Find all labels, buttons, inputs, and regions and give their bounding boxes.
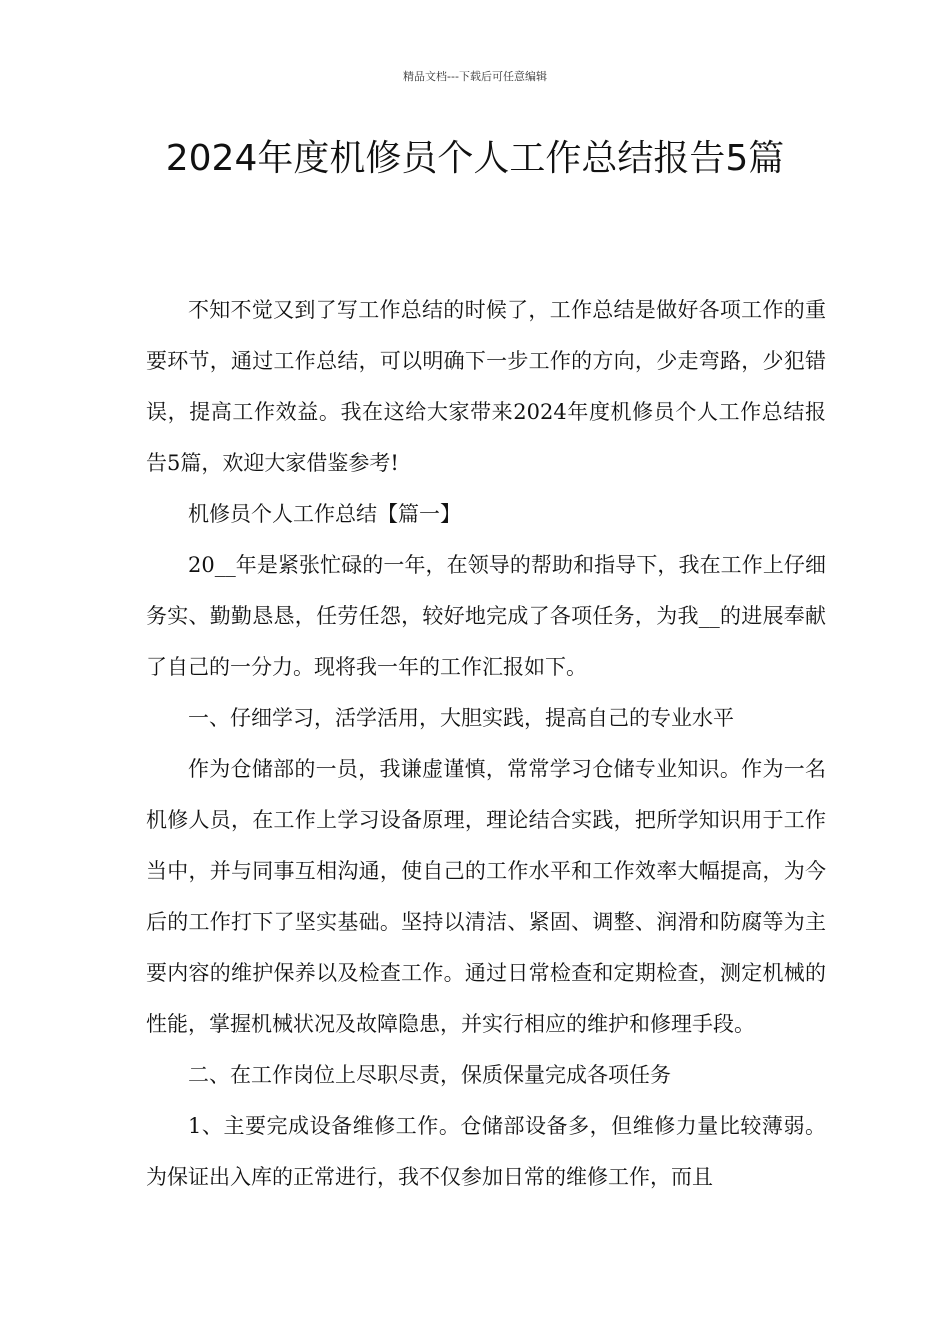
section-heading: 机修员个人工作总结【篇一】 — [188, 502, 461, 526]
subsection-heading: 二、在工作岗位上尽职尽责，保质保量完成各项任务 — [188, 1063, 671, 1087]
body-paragraph: 作为仓储部的一员，我谦虚谨慎，常常学习仓储专业知识。作为一名机修人员，在工作上学习设备原理，理论结合实践，把所学知识用于工作当中，并与同事互相沟通，使自己的工作水平和工作效率大幅提高，为今后的工作打下了坚实基础。坚持以清洁、紧固、调整、润滑和防腐等为主要内容的维护保养以及检查工作。通过日常检查和定期检查，测定机械的性能，掌握机械状况及故障隐患，并实行相应的维护和修理手段。 — [146, 757, 826, 1036]
page-header: 精品文档---下载后可任意编辑 — [403, 70, 547, 83]
document-title: 2024年度机修员个人工作总结报告5篇 — [165, 138, 785, 179]
subsection-heading: 一、仔细学习，活学活用，大胆实践，提高自己的专业水平 — [188, 706, 734, 730]
body-paragraph: 20__年是紧张忙碌的一年，在领导的帮助和指导下，我在工作上仔细务实、勤勤恳恳，任劳任怨，较好地完成了各项任务，为我__的进展奉献了自己的一分力。现将我一年的工作汇报如下。 — [146, 553, 826, 679]
body-paragraph: 1、主要完成设备维修工作。仓储部设备多，但维修力量比较薄弱。为保证出入库的正常进行，我不仅参加日常的维修工作，而且 — [146, 1114, 826, 1189]
document-body — [146, 285, 826, 1203]
intro-paragraph: 不知不觉又到了写工作总结的时候了，工作总结是做好各项工作的重要环节，通过工作总结，可以明确下一步工作的方向，少走弯路，少犯错误，提高工作效益。我在这给大家带来2024年度机修员个人工作总结报告5篇，欢迎大家借鉴参考! — [146, 298, 826, 475]
